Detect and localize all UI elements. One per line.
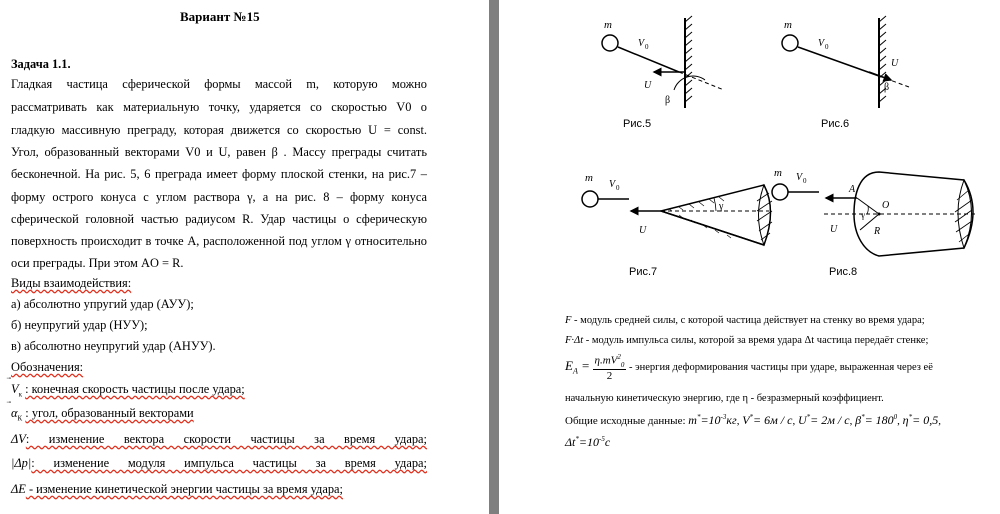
fig8-gamma: γ [861,210,865,220]
task-title: Задача 1.1. [11,57,71,71]
fig7-v0-sub: 0 [616,184,620,192]
fig7-u: U [639,225,647,236]
caption-fig5: Рис.5 [623,118,652,130]
para-line-8: поверхность происходит в точке A, расположенной под углом γ относительно [11,234,427,248]
fig5-u: U [644,80,652,91]
given-line: Общие исходные данные: $m^*=10^{-3}кг$, V*= 6м / с, U*= 2м / с, $\beta^*= 180^0$, η*= 0,5, [565,413,941,427]
notation-vk: $V_к$ : конечная скорость частицы после удара; [11,382,245,399]
ea-fraction: $\frac{\eta.mV^2_0}{2}$ [594,353,625,382]
page-gap [489,0,499,514]
right-page [499,0,1000,514]
vk-symbol: V [11,382,19,396]
figure-8 [764,160,999,265]
left-page [0,0,489,514]
fig8-o: O [882,200,890,211]
notation-dv: ΔV: изменение вектора скорости частицы за время удара; [11,432,427,446]
para-line-6: форму острого конуса с углом раствора γ, а на рис. 8 – форму конуса [11,190,427,204]
fig6-v0-sub: 0 [825,43,829,51]
caption-fig7: Рис.7 [629,266,658,278]
variant-title: Вариант №15 [180,9,260,24]
given-v: V*= 6м / с [742,413,793,427]
para-line-7: сферической головной частью радиусом R. Удар частицы о сферическую [11,212,427,226]
energy-line: $E_A$ = $\frac{\eta.mV^2_0}{2}$ - энергия деформирования частицы при ударе, выраженная через её [565,353,933,382]
fig5-m: m [604,19,612,31]
fig5-v0: V [638,38,645,49]
para-line-9: оси преграды. При этом AO = R. [11,256,184,270]
figure-6 [774,10,924,120]
kinds-title: Виды взаимодействия: [11,276,132,290]
fig8-m: m [774,167,782,179]
energy-line-2: начальную кинетическую энергию, где η - безразмерный коэффициент. [565,393,884,404]
fig8-v0-sub: 0 [803,177,807,185]
fig7-gamma: γ [719,201,724,212]
given-eta: η*= 0,5 [902,413,939,427]
notation-title: Обозначения: [11,360,84,374]
fig8-u: U [830,224,838,235]
fig8-v0: V [796,172,803,183]
kind-b: б) неупругий удар (НУУ); [11,318,148,332]
force-line: F - модуль средней силы, с которой частица действует на стенку во время удара; [565,315,925,326]
kind-a: а) абсолютно упругий удар (АУУ); [11,297,194,311]
kind-c: в) абсолютно неупругий удар (АНУУ). [11,339,216,353]
given-m: $m^*=10^{-3}кг$ [688,413,737,427]
fig8-a: A [849,184,856,195]
para-line-3: гладкую массивную преграду, которая движется со скоростью U = const. [11,123,427,137]
fig6-m: m [784,19,792,31]
fig5-v0-sub: 0 [645,43,649,51]
given-beta: $\beta^*= 180^0$ [855,413,898,427]
fig7-v0: V [609,179,616,190]
notation-dp: |Δp|: изменение модуля импульса частицы за время удара; [11,456,427,470]
para-line-2: рассматривать как материальную точку, ударяется со скоростью V0 о [11,100,427,114]
fig6-u: U [891,58,899,69]
fig6-v0: V [818,38,825,49]
fig7-m: m [585,172,593,184]
fig6-beta: β [884,82,890,93]
fig5-beta: β [665,95,671,106]
ea-lhs: $E_A$ = [565,357,590,376]
notation-ak: $\alpha_К$ : угол, образованный векторами [11,406,194,423]
ak-symbol: α [11,406,18,420]
given-dt: $\Delta t^*=10^{-5}с$ [565,435,611,449]
impulse-line: F·Δt - модуль импульса силы, которой за время удара Δt частица передаёт стенке; [565,335,929,346]
given-u: U*= 2м / с [797,413,850,427]
caption-fig6: Рис.6 [821,118,850,130]
caption-fig8: Рис.8 [829,266,858,278]
para-line-5: бесконечной. На рис. 5, 6 преграда имеет форму плоской стенки, на рис.7 – [11,167,427,181]
fig8-r: R [874,226,881,237]
notation-de: ΔE - изменение кинетической энергии частицы за время удара; [11,482,343,496]
para-line-1: Гладкая частица сферической формы массой m, которую можно [11,77,427,91]
figure-5 [594,10,744,120]
para-line-4: Угол, образованный векторами V0 и U, равен β . Массу преграды считать [11,145,427,159]
